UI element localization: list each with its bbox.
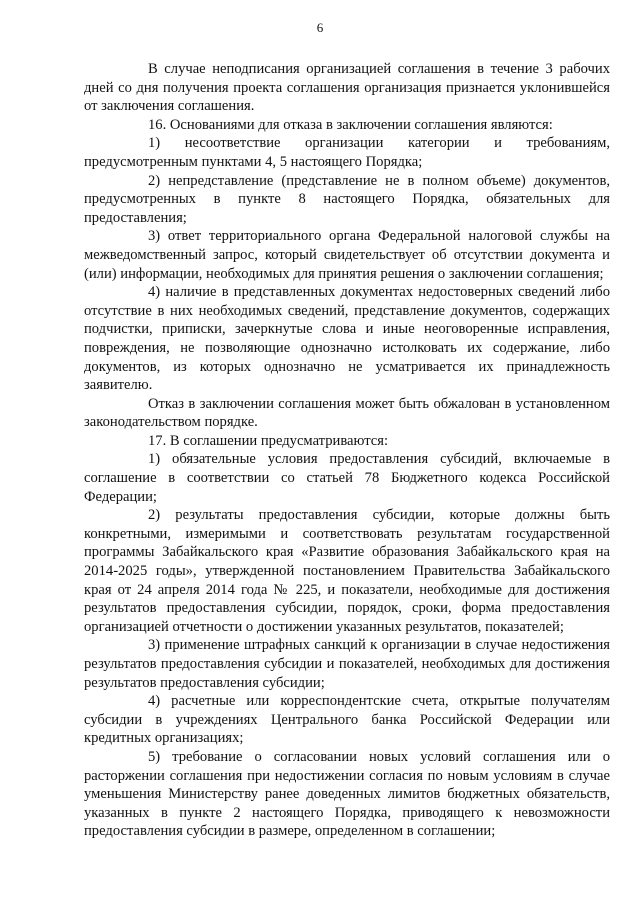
paragraph-16-item-4: 4) наличие в представленных документах недостоверных сведений либо отсутствие в них необходимых сведений, представление документов, содержащих подчистки, приписки, зачеркнутые слова и иные неоговоренные исправления, повреждения, не позволяющие однозначно истолковать их содержание, либо документов, из которых однозначно не усматривается их принадлежность заявителю. (84, 284, 610, 394)
paragraph-appeal: Отказ в заключении соглашения может быть обжалован в установленном законодательством порядке. (84, 395, 610, 431)
paragraph-17-item-3: 3) применение штрафных санкций к организации в случае недостижения результатов предоставления субсидии и показателей, необходимых для достижения результатов предоставления субсидии; (84, 637, 610, 691)
paragraph-17-item-4: 4) расчетные или корреспондентские счета, открытые получателям субсидии в учреждениях Центрального банка Российской Федерации или кредитных организациях; (84, 693, 610, 747)
paragraph-17-heading: 17. В соглашении предусматриваются: (148, 432, 389, 449)
paragraph-16-heading: 16. Основаниями для отказа в заключении соглашения являются: (148, 116, 553, 133)
paragraph-17-item-5: 5) требование о согласовании новых условий соглашения или о расторжении соглашения при недостижении согласия по новым условиям в случае уменьшения Министерству ранее доведенных лимитов бюджетных обязательств, указанных в пункте 2 настоящего Порядка, приводящего к невозможности предоставления субсидии в размере, определенном в соглашении; (84, 748, 610, 840)
page-number: 6 (316, 20, 324, 35)
paragraph-16-item-1: 1) несоответствие организации категории и требованиям, предусмотренным пунктами 4, 5 настоящего Порядка; (84, 135, 610, 170)
paragraph-16-item-2: 2) непредставление (представление не в полном объеме) документов, предусмотренных в пункте 8 настоящего Порядка, обязательных для предоставления; (84, 172, 610, 226)
paragraph-16-item-3: 3) ответ территориального органа Федеральной налоговой службы на межведомственный запрос, который свидетельствует об отсутствии документа и (или) информации, необходимых для принятия решения о заключении соглашения; (84, 228, 610, 282)
paragraph-refusal-evasion: В случае неподписания организацией соглашения в течение 3 рабочих дней со дня получения проекта соглашения организация признается уклонившейся от заключения соглашения. (84, 61, 610, 115)
document-body (84, 60, 610, 841)
paragraph-17-item-1: 1) обязательные условия предоставления субсидий, включаемые в соглашение в соответствии со статьей 78 Бюджетного кодекса Российской Федерации; (84, 451, 610, 505)
paragraph-17-item-2: 2) результаты предоставления субсидии, которые должны быть конкретными, измеримыми и соответствовать результатам государственной программы Забайкальского края «Развитие образования Забайкальского края на 2014-2025 годы», утвержденной постановлением Правительства Забайкальского края от 24 апреля 2014 года № 225, и показатели, необходимые для достижения результатов предоставления субсидии, порядок, сроки, форма предоставления организацией отчетности о достижении указанных результатов, показателей; (84, 507, 610, 635)
